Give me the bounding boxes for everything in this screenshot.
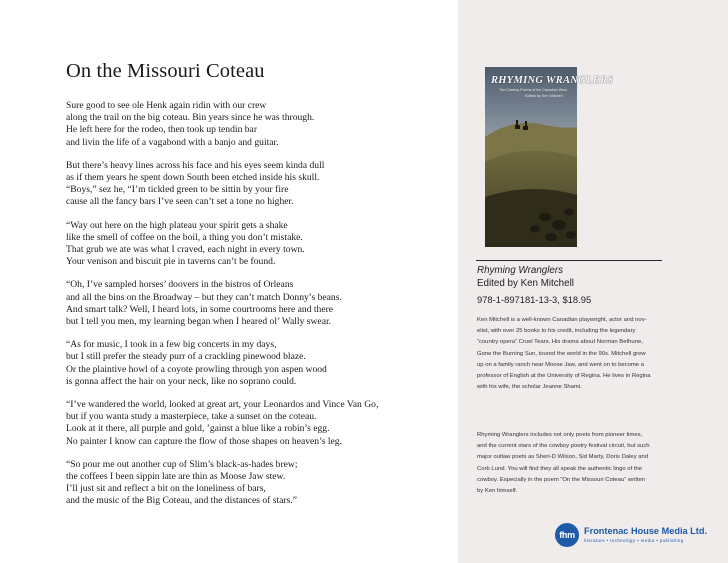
poem-line: “I’ve wandered the world, looked at great art, your Leonardos and Vince Van Go, (66, 399, 379, 411)
poem-line: like the smell of coffee on the boil, a thing you don’t mistake. (66, 231, 303, 243)
poem-line: “Boys,” sez he, “I’m tickled green to be sittin by your fire (66, 184, 289, 196)
poem-line: the coffees I been sippin late are thin as Moose Jaw stew. (66, 471, 286, 483)
paragraph-line: and the current stars of the cowboy poetry festival circuit, but such (477, 443, 650, 450)
author-bio (477, 315, 663, 393)
paragraph-line: Corb Lund. You will find they all speak the authentic lingo of the (477, 465, 643, 472)
poem-stanza (66, 160, 426, 209)
poem-line: Look at it there, all purple and gold, ’gainst a blue like a robin’s egg. (66, 423, 330, 435)
paragraph-line: “country opera” Cruel Tears. His drama about Norman Bethune, (477, 339, 643, 346)
poem-line: Your venison and biscuit pie in taverns can’t be found. (66, 256, 276, 268)
poem-stanza (66, 100, 426, 149)
poem-line: Sure good to see ole Henk again ridin with our crew (66, 100, 267, 111)
poem-line: and livin the life of a vagabond with a banjo and guitar. (66, 136, 279, 148)
poem-column (66, 60, 426, 519)
publisher-name: Frontenac House Media Ltd. (584, 526, 708, 536)
poem-stanza (66, 399, 426, 448)
book-editor: Edited by Ken Mitchell (477, 278, 574, 289)
paragraph-line: by Ken himself. (477, 488, 518, 495)
publisher-tagline: literature • technology • media • publishing (584, 538, 684, 543)
poem-line: “Oh, I’ve sampled horses’ doovers in the bistros of Orleans (66, 279, 294, 291)
paragraph-line: Ken Mitchell is a well-known Canadian playwright, actor and nov- (477, 317, 647, 323)
poem-line: is gonna affect the hair on your neck, like no soprano could. (66, 375, 297, 387)
paragraph-line: with his wife, the scholar Jeanne Shami. (477, 384, 582, 391)
poem-body (66, 100, 426, 508)
poem-line: “So pour me out another cup of Slim’s black-as-hades brew; (66, 458, 298, 470)
cover-editor: Edited by Ken Mitchell (525, 94, 563, 98)
book-cover-image (485, 67, 614, 247)
poem-line: but I still prefer the steady purr of a crackling pinewood blaze. (66, 351, 306, 363)
book-title: Rhyming Wranglers (477, 265, 564, 276)
poem-stanza (66, 220, 426, 269)
poem-line: and the music of the Big Coteau, and the distances of stars.” (66, 495, 297, 507)
cover-subtitle: The Cowboy Poems of the Canadian West (499, 88, 567, 92)
paragraph-line: Rhyming Wranglers includes not only poets from pioneer times, (477, 432, 643, 438)
poem-line: I’ll just sit and reflect a bit on the loneliness of bars, (66, 483, 266, 495)
publisher-logo-mark: fhm (555, 523, 579, 547)
paragraph-line: major outlaw poets as Sheri-D Wilson, Sid Marty, Doris Daley and (477, 454, 649, 461)
poem-line: along the trail on the big coteau. Bin years since he was through. (66, 112, 315, 124)
poem-line: He left here for the rodeo, then took up tendin bar (66, 124, 258, 136)
paragraph-line: Gone the Burning Sun, toured the world in the 90s. Mitchell grew (477, 350, 646, 357)
book-description (477, 430, 663, 497)
paragraph-line: professor of English at the University of Regina. He lives in Regina (477, 373, 651, 380)
poem-stanza (66, 339, 426, 388)
poem-line: “Way out here on the high plateau your spirit gets a shake (66, 219, 288, 231)
poem-line: That grub we ate was what I craved, each night in every town. (66, 244, 305, 256)
poem-line: But there’s heavy lines across his face and his eyes seem kinda dull (66, 159, 325, 171)
poem-title: On the Missouri Coteau (66, 60, 265, 82)
publisher-logo (555, 523, 708, 549)
poem-line: cause all the fancy bars I’ve seen can’t set a tone no higher. (66, 196, 294, 208)
poem-line: but I tell you men, my learning began when I heared ol’ Wally swear. (66, 316, 332, 328)
paragraph-line: elist, with over 25 books to his credit, including the legendary (477, 328, 636, 335)
book-isbn-price: 978-1-897181-13-3, $18.95 (477, 294, 592, 305)
paragraph-line: cowboy. Especially in the poem “On the Missouri Coteau” written (477, 476, 646, 483)
poem-line: but if you wanta study a masterpiece, take a sunset on the coteau. (66, 411, 317, 423)
poem-line: And smart talk? Well, I heard lots, in some courtrooms here and there (66, 303, 334, 315)
paragraph-line: up on a family ranch near Moose Jaw, and went on to become a (477, 361, 644, 368)
poem-stanza (66, 279, 426, 328)
poem-line: No painter I know can capture the flow of those shapes on heaven’s leg. (66, 435, 342, 447)
poem-line: as if them years he spent down South been etched inside his skull. (66, 172, 320, 184)
poem-line: Or the plaintive howl of a coyote prowling through yon aspen wood (66, 363, 327, 375)
cover-title: RHYMING WRANGLERS (491, 75, 614, 86)
divider-line (476, 260, 662, 261)
poem-line: “As for music, I took in a few big concerts in my days, (66, 339, 277, 351)
poem-line: and all the bins on the Broadway – but they can’t match Donny’s beans. (66, 291, 342, 303)
poem-stanza (66, 459, 426, 508)
